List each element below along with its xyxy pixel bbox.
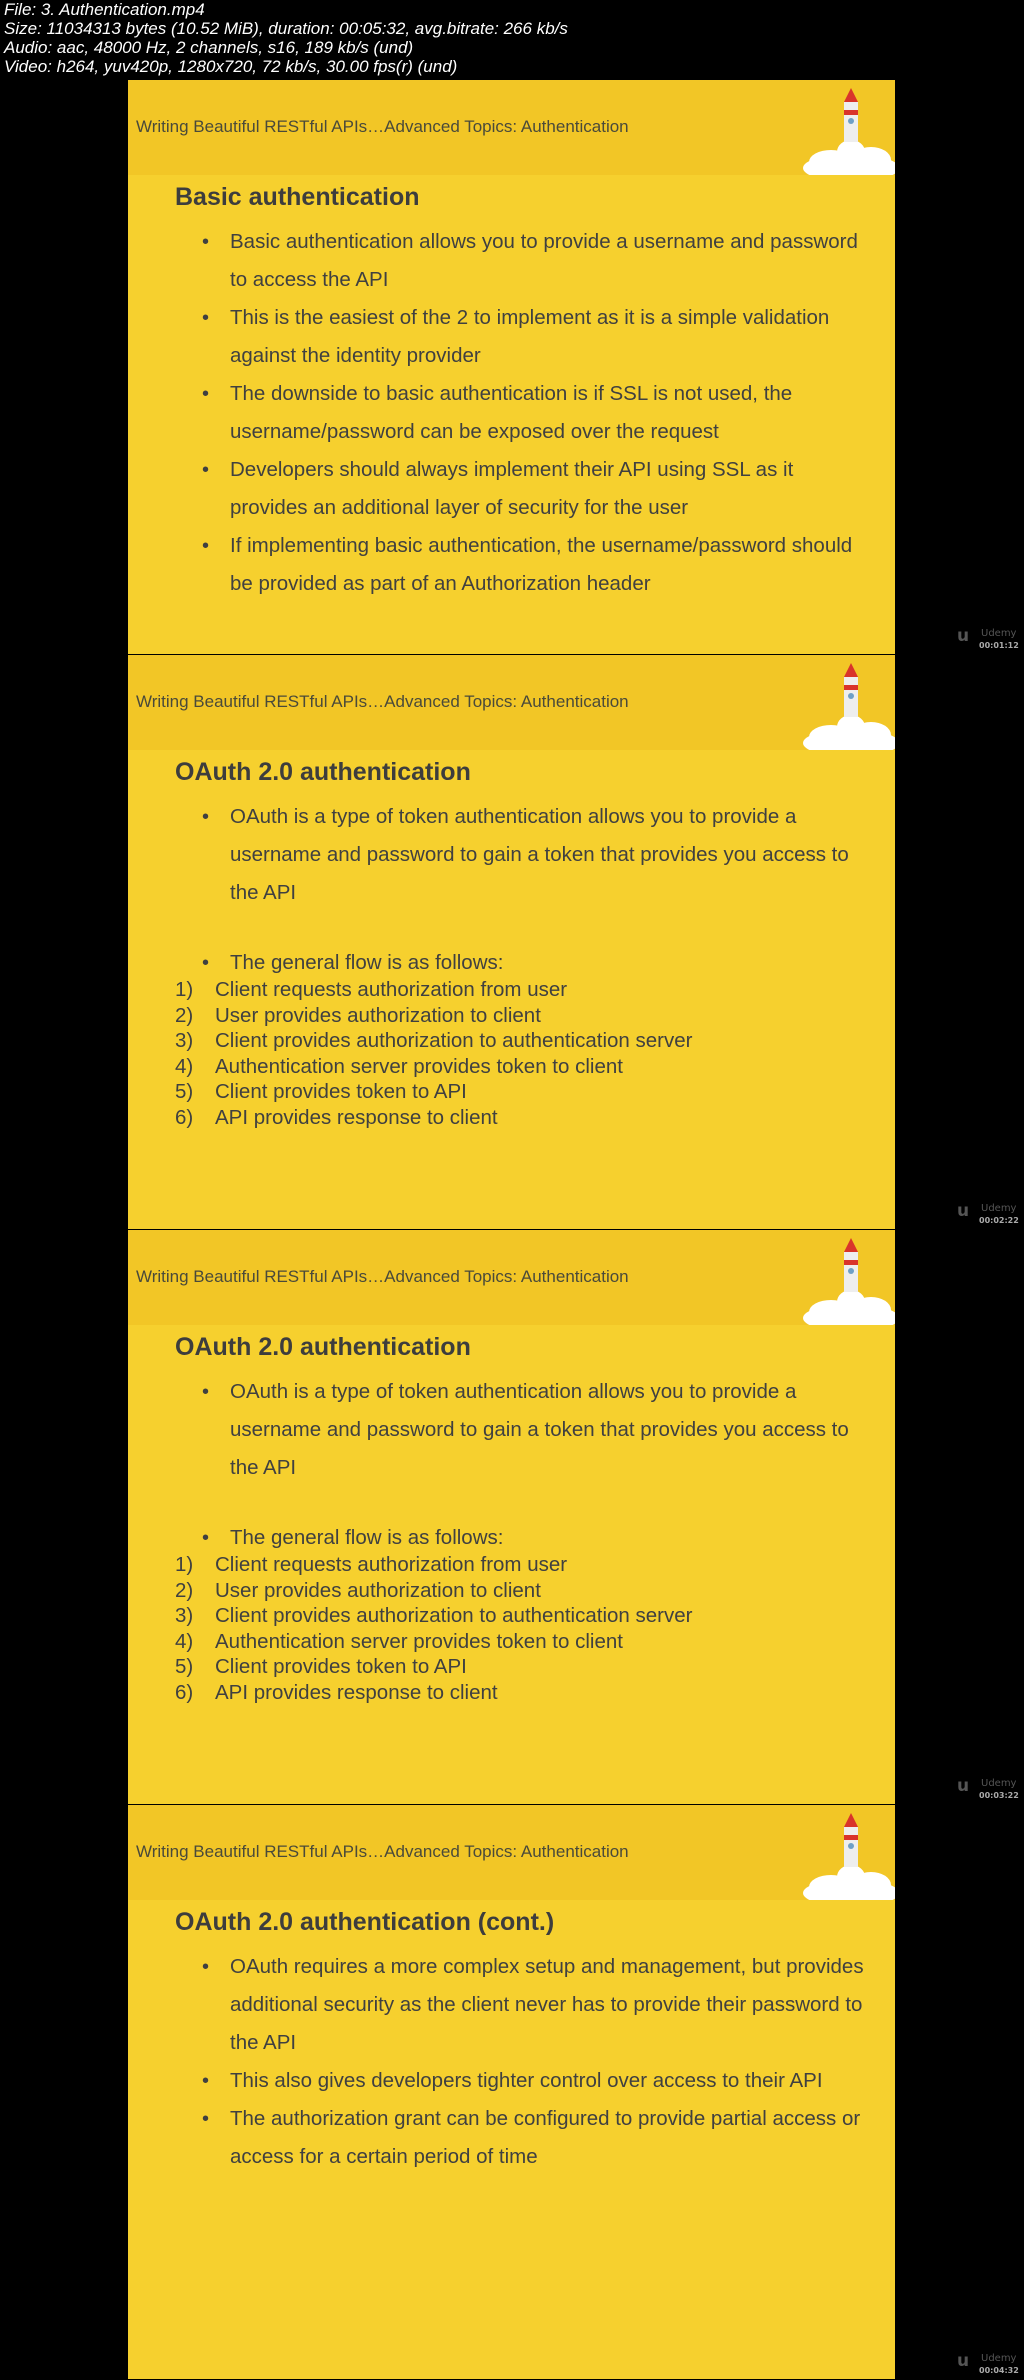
slide-header: [128, 80, 895, 175]
frame-timestamp: 00:04:32: [979, 2366, 1019, 2375]
udemy-logo-icon: u: [957, 1201, 970, 1221]
bullet-dot-icon: •: [202, 1956, 210, 1978]
bullet-item: • This also gives developers tighter control over access to their API: [175, 2062, 875, 2100]
udemy-brand: Udemy: [981, 1778, 1017, 1789]
bullet-dot-icon: •: [202, 2070, 210, 2092]
header-text: Writing Beautiful RESTful APIs…Advanced Topics: Authentication: [136, 117, 629, 136]
bullet-item: • OAuth is a type of token authentication allows you to provide a username and password to gain a token that provides you access to the API: [175, 1373, 875, 1487]
slide-header: [128, 1230, 895, 1325]
slide-frame-1: [128, 80, 895, 654]
udemy-logo-icon: u: [957, 2351, 970, 2371]
udemy-logo-icon: u: [957, 626, 970, 646]
step-item: 4) Authentication server provides token to client: [175, 1054, 623, 1078]
step-item: 1) Client requests authorization from user: [175, 1553, 568, 1576]
bullet-dot-icon: •: [202, 806, 210, 828]
spacer: [175, 912, 875, 948]
flow-steps: [175, 1552, 825, 1705]
header-text: Writing Beautiful RESTful APIs…Advanced Topics: Authentication: [136, 1267, 629, 1286]
rocket-icon: [791, 1238, 895, 1325]
udemy-watermark: [957, 1201, 1021, 1227]
bullet-item: • If implementing basic authentication, the username/password should be provided as part of an Authorization header: [175, 527, 875, 603]
udemy-brand: Udemy: [981, 1203, 1017, 1214]
slide-title: OAuth 2.0 authentication: [175, 758, 471, 786]
step-item: 2) User provides authorization to client: [175, 1003, 541, 1027]
file-line: File: 3. Authentication.mp4: [4, 0, 205, 19]
bullet-item: • The authorization grant can be configured to provide partial access or access for a certain period of time: [175, 2100, 875, 2176]
slide-title: Basic authentication: [175, 183, 420, 211]
bullet-list: [175, 223, 875, 603]
frame-timestamp: 00:01:12: [979, 641, 1019, 650]
bullet-list: [175, 1948, 875, 2176]
audio-line: Audio: aac, 48000 Hz, 2 channels, s16, 189 kb/s (und): [4, 38, 414, 57]
video-line: Video: h264, yuv420p, 1280x720, 72 kb/s, 30.00 fps(r) (und): [4, 57, 458, 76]
bullet-dot-icon: •: [202, 2108, 210, 2130]
bullet-item: • OAuth is a type of token authentication allows you to provide a username and password to gain a token that provides you access to the API: [175, 798, 875, 912]
bullet-dot-icon: •: [202, 952, 210, 974]
slide-frame-2: [128, 655, 895, 1229]
bullet-item: • Developers should always implement their API using SSL as it provides an additional layer of security for the user: [175, 451, 875, 527]
bullet-item: • Basic authentication allows you to provide a username and password to access the API: [175, 223, 875, 299]
step-item: 3) Client provides authorization to authentication server: [175, 1029, 693, 1052]
rocket-icon: [791, 1813, 895, 1900]
bullet-dot-icon: •: [202, 535, 210, 557]
bullet-dot-icon: •: [202, 459, 210, 481]
rocket-icon: [791, 88, 895, 175]
slide-frame-4: [128, 1805, 895, 2379]
step-item: 3) Client provides authorization to authentication server: [175, 1604, 693, 1627]
step-item: 1) Client requests authorization from user: [175, 978, 568, 1001]
step-item: 6) API provides response to client: [175, 1680, 498, 1704]
udemy-watermark: [957, 626, 1021, 652]
slide-title: OAuth 2.0 authentication: [175, 1333, 471, 1361]
slide-header: [128, 655, 895, 750]
bullet-item: • The general flow is as follows:: [175, 948, 875, 978]
frame-timestamp: 00:03:22: [979, 1791, 1019, 1800]
step-item: 6) API provides response to client: [175, 1105, 498, 1129]
step-item: 5) Client provides token to API: [175, 1655, 467, 1678]
bullet-dot-icon: •: [202, 383, 210, 405]
udemy-watermark: [957, 1776, 1021, 1802]
slide-title: OAuth 2.0 authentication (cont.): [175, 1908, 555, 1936]
frame-timestamp: 00:02:22: [979, 1216, 1019, 1225]
bullet-dot-icon: •: [202, 1527, 210, 1549]
bullet-item: • The downside to basic authentication is if SSL is not used, the username/password can be exposed over the request: [175, 375, 875, 451]
slide-frame-3: [128, 1230, 895, 1804]
bullet-dot-icon: •: [202, 1381, 210, 1403]
bullet-item: • This is the easiest of the 2 to implement as it is a simple validation against the identity provider: [175, 299, 875, 375]
bullet-dot-icon: •: [202, 231, 210, 253]
header-text: Writing Beautiful RESTful APIs…Advanced Topics: Authentication: [136, 692, 629, 711]
header-text: Writing Beautiful RESTful APIs…Advanced Topics: Authentication: [136, 1842, 629, 1861]
udemy-logo-icon: u: [957, 1776, 970, 1796]
step-item: 2) User provides authorization to client: [175, 1578, 541, 1602]
rocket-icon: [791, 663, 895, 750]
slide-header: [128, 1805, 895, 1900]
size-line: Size: 11034313 bytes (10.52 MiB), duration: 00:05:32, avg.bitrate: 266 kb/s: [4, 19, 568, 38]
udemy-brand: Udemy: [981, 628, 1017, 639]
bullet-list: [175, 798, 875, 978]
step-item: 5) Client provides token to API: [175, 1080, 467, 1103]
udemy-watermark: [957, 2351, 1021, 2377]
flow-steps: [175, 977, 825, 1130]
udemy-brand: Udemy: [981, 2353, 1017, 2364]
bullet-dot-icon: •: [202, 307, 210, 329]
file-info: [4, 0, 764, 76]
spacer: [175, 1487, 875, 1523]
bullet-item: • The general flow is as follows:: [175, 1523, 875, 1553]
bullet-list: [175, 1373, 875, 1553]
step-item: 4) Authentication server provides token to client: [175, 1629, 623, 1653]
bullet-item: • OAuth requires a more complex setup and management, but provides additional security as the client never has to provide their password to the API: [175, 1948, 875, 2062]
